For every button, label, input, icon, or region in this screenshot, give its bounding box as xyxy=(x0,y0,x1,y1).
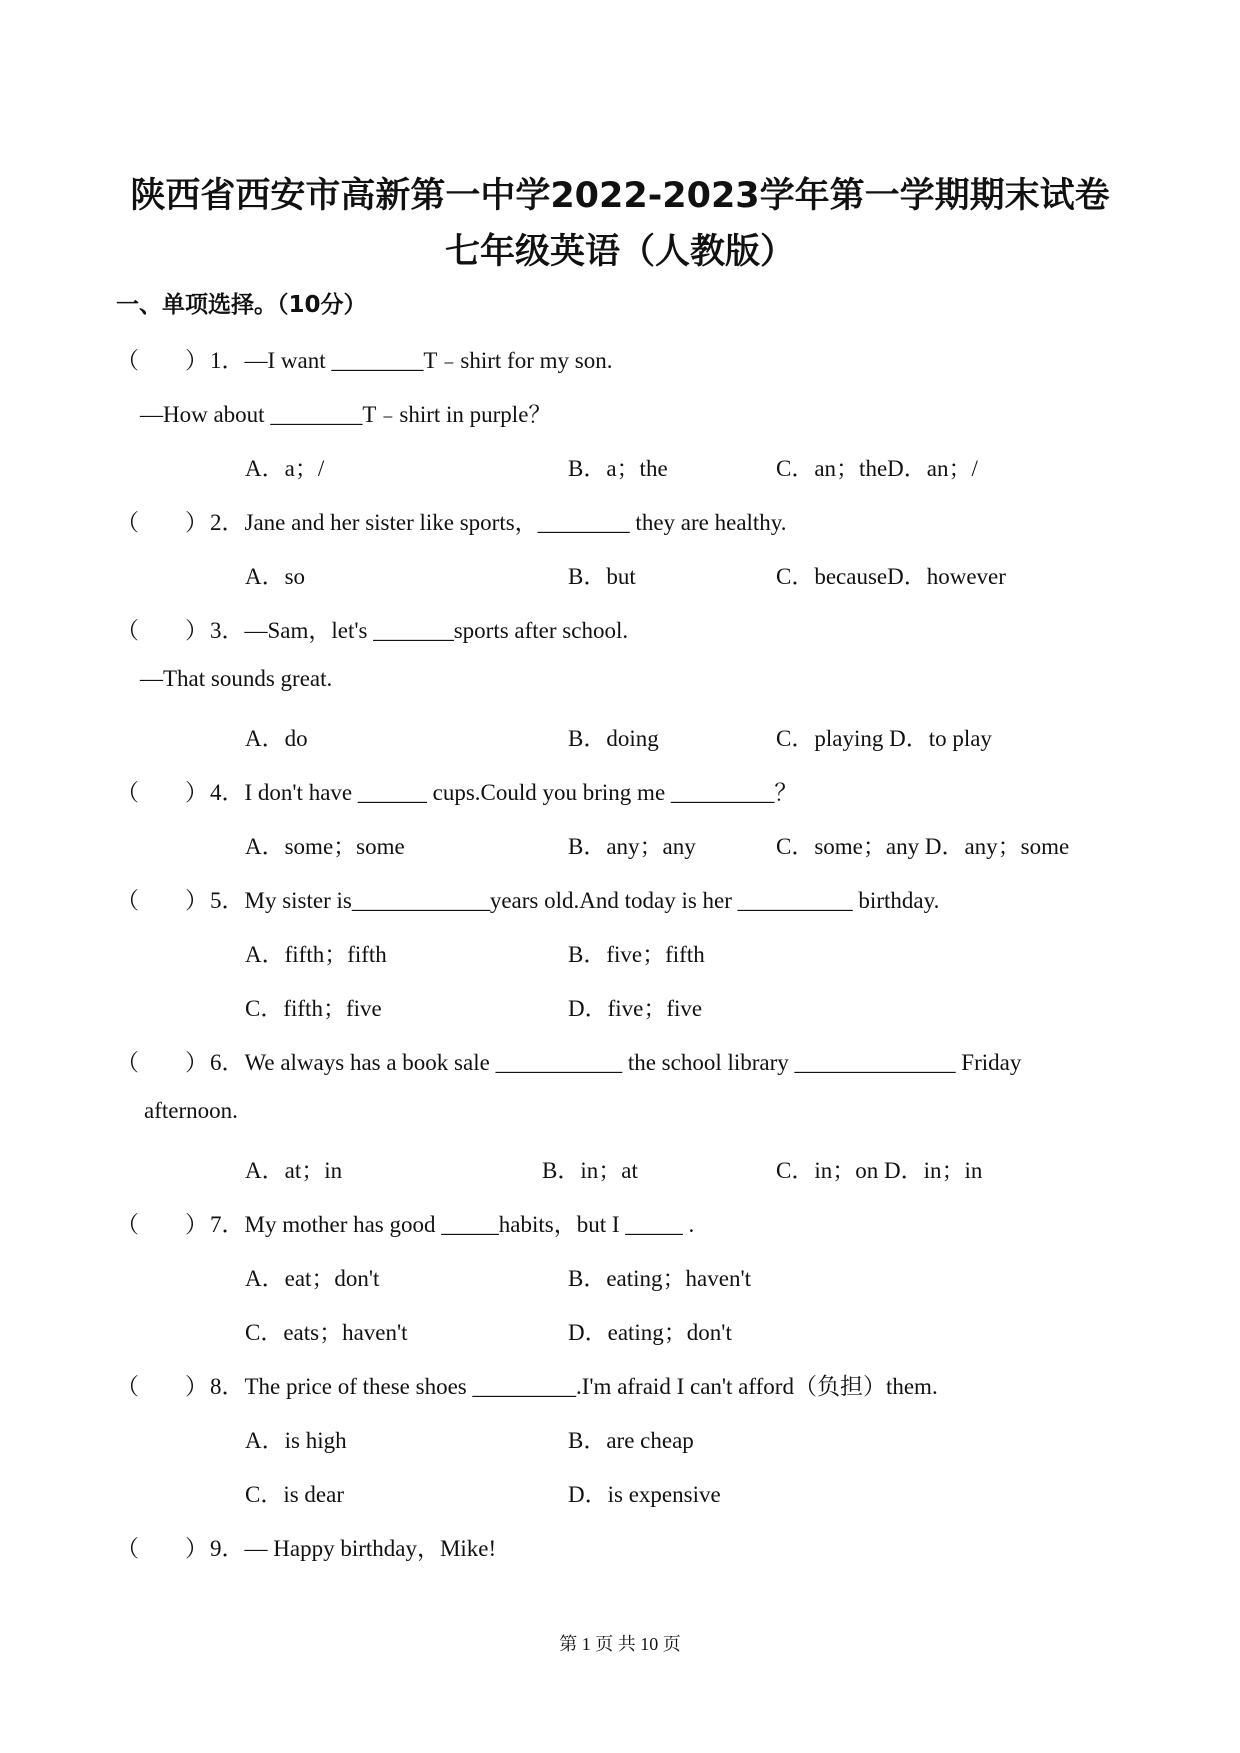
answer-bracket: （ ） xyxy=(116,1050,208,1075)
question-7: 7．My mother has good _____habits，but I _____ . xyxy=(210,1212,695,1237)
exam-title-line1: 陕西省西安市高新第一中学2022-2023学年第一学期期末试卷 xyxy=(130,176,1110,216)
answer-bracket: （ ） xyxy=(116,1212,208,1237)
question-3-dialogue: —That sounds great. xyxy=(140,666,333,691)
question-3: 3．—Sam，let's _______sports after school. xyxy=(210,618,629,643)
section-heading: 一、单项选择。（10分） xyxy=(116,292,367,318)
q1-option-cd: C．an；theD．an；/ xyxy=(776,456,978,481)
answer-bracket: （ ） xyxy=(116,888,208,913)
q5-option-a: A．fifth；fifth xyxy=(245,942,387,967)
question-5: 5．My sister is____________years old.And today is her __________ birthday. xyxy=(210,888,940,913)
question-1-dialogue: —How about ________T﹣shirt in purple？ xyxy=(140,402,552,427)
answer-bracket: （ ） xyxy=(116,618,208,643)
q1-option-b: B．a；the xyxy=(568,456,668,481)
page-footer: 第 1 页 共 10 页 xyxy=(559,1634,681,1654)
q2-option-b: B．but xyxy=(568,564,636,589)
q4-option-b: B．any；any xyxy=(568,834,696,859)
question-4: 4．I don't have ______ cups.Could you bring me _________？ xyxy=(210,780,798,805)
q6-option-cd: C．in；on D．in；in xyxy=(776,1158,983,1183)
q7-option-b: B．eating；haven't xyxy=(568,1266,751,1291)
q2-option-a: A．so xyxy=(245,564,306,589)
q5-option-c: C．fifth；five xyxy=(245,996,382,1021)
answer-bracket: （ ） xyxy=(116,510,208,535)
q8-option-a: A．is high xyxy=(245,1428,347,1453)
q3-option-b: B．doing xyxy=(568,726,659,751)
q3-option-cd: C．playing D．to play xyxy=(776,726,992,751)
question-9: 9．— Happy birthday，Mike! xyxy=(210,1536,497,1561)
q7-option-a: A．eat；don't xyxy=(245,1266,380,1291)
exam-title-line2: 七年级英语（人教版） xyxy=(444,232,795,272)
q8-option-d: D．is expensive xyxy=(568,1482,721,1507)
answer-bracket: （ ） xyxy=(116,1374,208,1399)
q1-option-a: A．a；/ xyxy=(245,456,325,481)
q4-option-a: A．some；some xyxy=(245,834,405,859)
q7-option-d: D．eating；don't xyxy=(568,1320,732,1345)
question-1: 1．—I want ________T﹣shirt for my son. xyxy=(210,348,613,373)
q6-option-b: B．in；at xyxy=(542,1158,638,1183)
q4-option-cd: C．some；any D．any；some xyxy=(776,834,1070,859)
q5-option-d: D．five；five xyxy=(568,996,703,1021)
question-6-continued: afternoon. xyxy=(144,1098,238,1123)
q8-option-b: B．are cheap xyxy=(568,1428,694,1453)
answer-bracket: （ ） xyxy=(116,348,208,373)
answer-bracket: （ ） xyxy=(116,780,208,805)
question-6: 6．We always has a book sale ___________ the school library ______________ Friday xyxy=(210,1050,1022,1075)
answer-bracket: （ ） xyxy=(116,1536,208,1561)
question-8: 8．The price of these shoes _________.I'm afraid I can't afford（负担）them. xyxy=(210,1374,938,1399)
q5-option-b: B．five；fifth xyxy=(568,942,705,967)
question-2: 2．Jane and her sister like sports，________ they are healthy. xyxy=(210,510,787,535)
q6-option-a: A．at；in xyxy=(245,1158,343,1183)
q3-option-a: A．do xyxy=(245,726,308,751)
q7-option-c: C．eats；haven't xyxy=(245,1320,408,1345)
q2-option-cd: C．becauseD．however xyxy=(776,564,1006,589)
q8-option-c: C．is dear xyxy=(245,1482,345,1507)
